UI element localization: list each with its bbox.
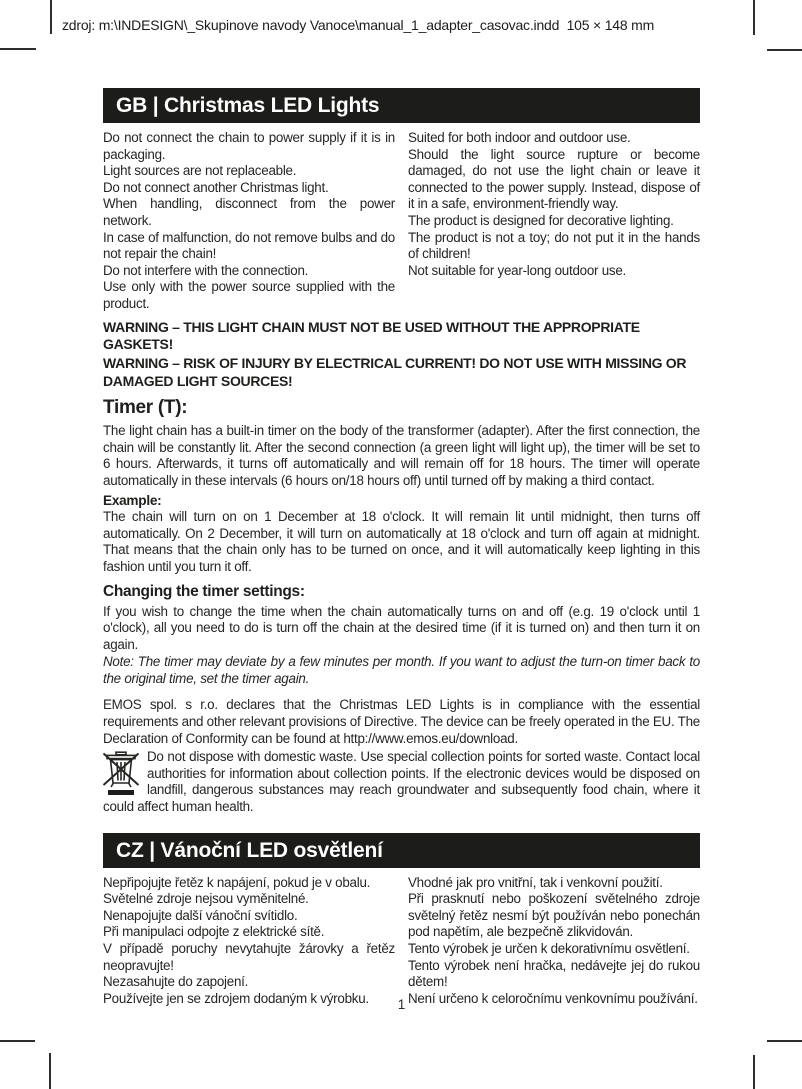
safety-item: Nenapojujte další vánoční svítidlo.: [103, 907, 298, 923]
timer-paragraph: The light chain has a built-in timer on the body of the transformer (adapter). After the first connection, the chain will be constantly lit. After the second connection (a green light will light up), the timer will be set to 6 hours. Afterwards, it turns off automatically and will remain off for 18 hours. The timer will operate automatically in these intervals (6 hours on/18 hours off) until turned off by making a third contact.: [103, 423, 700, 488]
gb-section-banner: [103, 88, 700, 123]
declaration-of-conformity: EMOS spol. s r.o. declares that the Christmas LED Lights is in compliance with the essential requirements and other relevant provisions of Directive. The device can be freely operated in the EU. The Declaration of Conformity can be found at http://www.emos.eu/download.: [103, 697, 701, 746]
timer-heading: Timer (T):: [103, 397, 188, 419]
crop-mark-top-right-horizontal: [767, 49, 802, 51]
crop-mark-bottom-right-vertical: [753, 1055, 755, 1089]
crop-mark-bottom-left-horizontal: [0, 1040, 35, 1042]
cz-section-banner: [103, 833, 700, 868]
crop-mark-bottom-left-vertical: [49, 1053, 51, 1089]
timer-note: Note: The timer may deviate by a few minutes per month. If you want to adjust the turn-on timer back to the original time, set the timer again.: [103, 654, 700, 686]
safety-item: Při prasknutí nebo poškození světelného zdroje světelný řetěz nesmí být používán nebo ponechán pod napětím, ale bezpečně zlikvidován.: [408, 891, 700, 940]
safety-item: Používejte jen se zdrojem dodaným k výrobku.: [103, 990, 369, 1006]
safety-item: V případě poruchy nevytahujte žárovky a řetěz neopravujte!: [103, 941, 395, 973]
weee-disposal-text: Do not dispose with domestic waste. Use special collection points for sorted waste. Contact local authorities for information about collection points. If the electronic devices would be disposed on landfill, dangerous substances may reach groundwater and subsequently food chain, where it could affect human health.: [103, 749, 700, 815]
safety-item: Vhodné jak pro vnitřní, tak i venkovní použití.: [408, 874, 663, 890]
gb-safety-column-left: [103, 130, 395, 313]
safety-item: When handling, disconnect from the power network.: [103, 196, 395, 228]
safety-item: Nezasahujte do zapojení.: [103, 974, 249, 990]
safety-item: Tento výrobek je určen k dekorativnímu osvětlení.: [408, 941, 690, 956]
safety-item: Do not connect the chain to power supply if it is in packaging.: [103, 130, 395, 162]
cz-safety-columns: [103, 875, 700, 1008]
crop-mark-bottom-right-horizontal: [767, 1040, 802, 1042]
safety-item: Use only with the power source supplied with the product.: [103, 279, 395, 311]
cz-safety-column-left: [103, 875, 395, 1008]
crop-mark-top-right-vertical: [753, 0, 755, 35]
weee-crossed-bin-icon: [103, 751, 139, 796]
source-file-path: zdroj: m:\INDESIGN\_Skupinove navody Vanoce\manual_1_adapter_casovac.indd 105 × 148 mm: [62, 17, 655, 33]
safety-item: The product is not a toy; do not put it in the hands of children!: [408, 229, 700, 262]
safety-item: Do not connect another Christmas light.: [103, 179, 329, 195]
cz-section-title: CZ | Vánoční LED osvětlení: [116, 838, 383, 862]
changing-timer-heading: Changing the timer settings:: [103, 582, 305, 600]
gb-safety-columns: [103, 130, 700, 313]
safety-item: Není určeno k celoročnímu venkovnímu používání.: [408, 990, 698, 1006]
example-label: Example:: [103, 492, 162, 508]
safety-item: Tento výrobek není hračka, nedávejte jej do rukou dětem!: [408, 957, 700, 990]
gb-safety-column-right: [408, 130, 700, 313]
cz-safety-column-right: [408, 875, 700, 1008]
safety-item: Should the light source rupture or become damaged, do not use the light chain or leave it connected to the power supply. Instead, dispose of it in a safe, environment-friendly way.: [408, 146, 700, 212]
manual-content: [103, 88, 700, 1007]
page-number: 1: [397, 997, 406, 1012]
safety-item: The product is designed for decorative lighting.: [408, 212, 674, 228]
safety-item: Světelné zdroje nejsou vyměnitelné.: [103, 891, 309, 907]
weee-disposal-block: [103, 749, 700, 815]
gb-section-title: GB | Christmas LED Lights: [116, 94, 380, 117]
safety-item: Not suitable for year-long outdoor use.: [408, 262, 627, 278]
example-paragraph: The chain will turn on on 1 December at 18 o'clock. It will remain lit until midnight, then turns off automatically. On 2 December, it will turn on automatically at 18 o'clock and turn off again at midnight. That means that the chain only has to be turned on once, and it will automatically keep lighting in this fashion until you turn it off.: [103, 509, 700, 574]
safety-item: In case of malfunction, do not remove bulbs and do not repair the chain!: [103, 229, 395, 262]
safety-item: Při manipulaci odpojte z elektrické sítě.: [103, 924, 325, 940]
safety-item: Suited for both indoor and outdoor use.: [408, 130, 631, 145]
warning-electrical-current: WARNING – RISK OF INJURY BY ELECTRICAL CURRENT! DO NOT USE WITH MISSING OR DAMAGED LIGHT SOURCES!: [103, 355, 687, 389]
safety-item: Do not interfere with the connection.: [103, 262, 309, 278]
safety-item: Nepřipojujte řetěz k napájení, pokud je v obalu.: [103, 874, 371, 890]
crop-mark-top-left-horizontal: [0, 48, 36, 50]
warning-gaskets: WARNING – THIS LIGHT CHAIN MUST NOT BE USED WITHOUT THE APPROPRIATE GASKETS!: [103, 318, 640, 352]
crop-mark-top-left-vertical: [50, 0, 52, 34]
changing-timer-paragraph: If you wish to change the time when the chain automatically turns on and off (e.g. 19 o'clock until 1 o'clock), all you need to do is turn off the chain at the desired time (if it is turned on) and then turn it on again.: [103, 603, 700, 652]
safety-item: Light sources are not replaceable.: [103, 163, 297, 179]
